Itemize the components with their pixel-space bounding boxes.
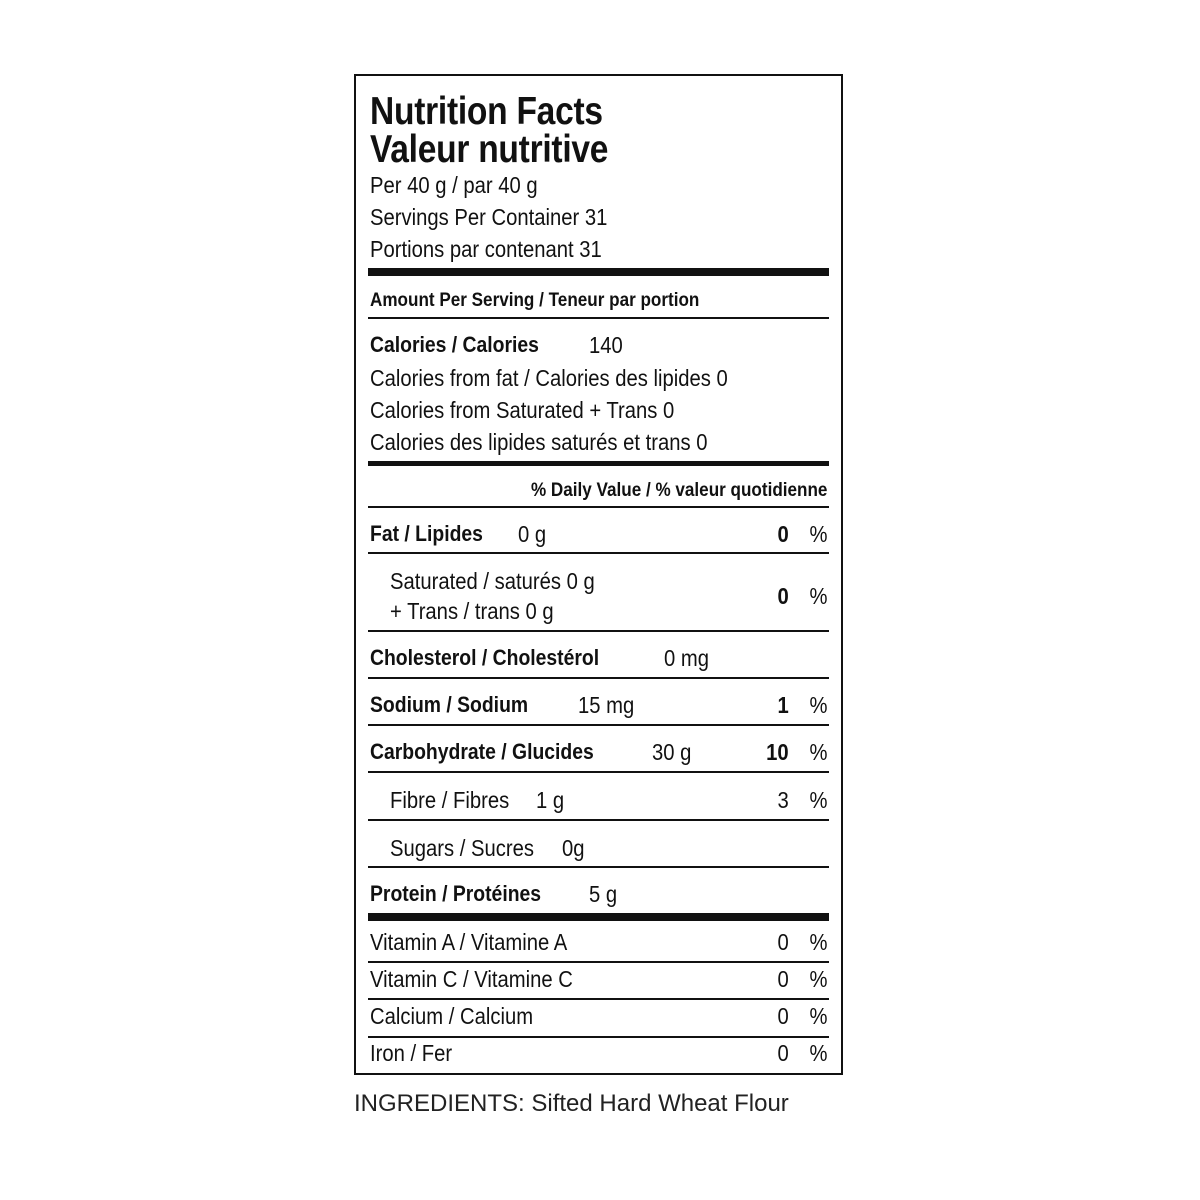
servings-fr: Portions par contenant 31: [370, 236, 602, 262]
fat-label: Fat / Lipides: [370, 521, 483, 546]
cholesterol-label: Cholesterol / Cholestérol: [370, 645, 600, 670]
rule-med-1: [368, 461, 829, 466]
fat-pct-unit: %: [809, 521, 827, 547]
saturated-pct: [778, 583, 789, 609]
rule-thin-1: [368, 317, 829, 319]
sodium-pct-value: 1: [777, 692, 789, 718]
saturated-line1: Saturated / saturés 0 g: [390, 568, 595, 594]
calories-sat-trans: Calories from Saturated + Trans 0: [370, 397, 675, 423]
serving-size: Per 40 g / par 40 g: [370, 172, 538, 198]
calcium-pct-unit: %: [809, 1003, 827, 1029]
calories-label: Calories / Calories: [370, 332, 539, 357]
rule-thin-10: [368, 961, 829, 963]
fat-pct: [778, 521, 789, 547]
title-en: Nutrition Facts: [370, 90, 603, 133]
ingredients-text: INGREDIENTS: Sifted Hard Wheat Flour: [354, 1090, 789, 1117]
fibre-pct-unit: %: [809, 787, 827, 813]
rule-thin-9: [368, 866, 829, 868]
rule-thin-7: [368, 771, 829, 773]
carbohydrate-pct-value: 10: [766, 739, 789, 765]
vitamin-a-label: Vitamin A / Vitamine A: [370, 929, 568, 955]
saturated-line2: + Trans / trans 0 g: [390, 598, 554, 624]
rule-thin-5: [368, 677, 829, 679]
nutrition-facts-label: [354, 74, 843, 1075]
sugars-label: Sugars / Sucres: [390, 835, 535, 861]
rule-thin-2: [368, 506, 829, 508]
carbohydrate-amount: 30 g: [652, 739, 692, 765]
vitamin-c-pct-unit: %: [809, 966, 827, 992]
calories-from-fat: Calories from fat / Calories des lipides 0: [370, 365, 728, 391]
saturated-pct-unit: %: [809, 583, 827, 609]
iron-label: Iron / Fer: [370, 1040, 453, 1066]
calcium-label: Calcium / Calcium: [370, 1003, 534, 1029]
rule-thick-1: [368, 268, 829, 276]
rule-thin-3: [368, 552, 829, 554]
fat-pct-value: 0: [777, 521, 789, 547]
carbohydrate-pct: [766, 739, 789, 765]
vitamin-a-pct: 0: [777, 929, 789, 955]
amount-per-serving: Amount Per Serving / Teneur par portion: [370, 290, 700, 311]
label-inner: [368, 76, 829, 1073]
iron-pct-unit: %: [809, 1040, 827, 1066]
title-fr: Valeur nutritive: [370, 128, 609, 171]
fibre-pct: 3: [777, 787, 789, 813]
rule-thin-8: [368, 819, 829, 821]
sodium-pct-unit: %: [809, 692, 827, 718]
vitamin-c-label: Vitamin C / Vitamine C: [370, 966, 573, 992]
calcium-pct: 0: [777, 1003, 789, 1029]
rule-thin-6: [368, 724, 829, 726]
sodium-amount: 15 mg: [578, 692, 635, 718]
rule-thin-12: [368, 1036, 829, 1038]
vitamin-a-pct-unit: %: [809, 929, 827, 955]
rule-thick-2: [368, 913, 829, 921]
iron-pct: 0: [777, 1040, 789, 1066]
carbohydrate-label: Carbohydrate / Glucides: [370, 739, 594, 764]
fibre-amount: 1 g: [536, 787, 565, 813]
rule-thin-4: [368, 630, 829, 632]
vitamin-c-pct: 0: [777, 966, 789, 992]
fat-amount: 0 g: [518, 521, 547, 547]
cholesterol-amount: 0 mg: [664, 645, 710, 671]
sugars-amount: 0g: [562, 835, 585, 861]
saturated-pct-value: 0: [777, 583, 789, 609]
daily-value-header: % Daily Value / % valeur quotidienne: [530, 480, 827, 501]
protein-amount: 5 g: [589, 881, 618, 907]
protein-label: Protein / Protéines: [370, 881, 542, 906]
servings-en: Servings Per Container 31: [370, 204, 608, 230]
rule-thin-11: [368, 998, 829, 1000]
calories-lipides-sat-trans: Calories des lipides saturés et trans 0: [370, 429, 708, 455]
carbohydrate-pct-unit: %: [809, 739, 827, 765]
calories-value: 140: [589, 332, 623, 358]
sodium-pct: [778, 692, 789, 718]
sodium-label: Sodium / Sodium: [370, 692, 529, 717]
fibre-label: Fibre / Fibres: [390, 787, 510, 813]
